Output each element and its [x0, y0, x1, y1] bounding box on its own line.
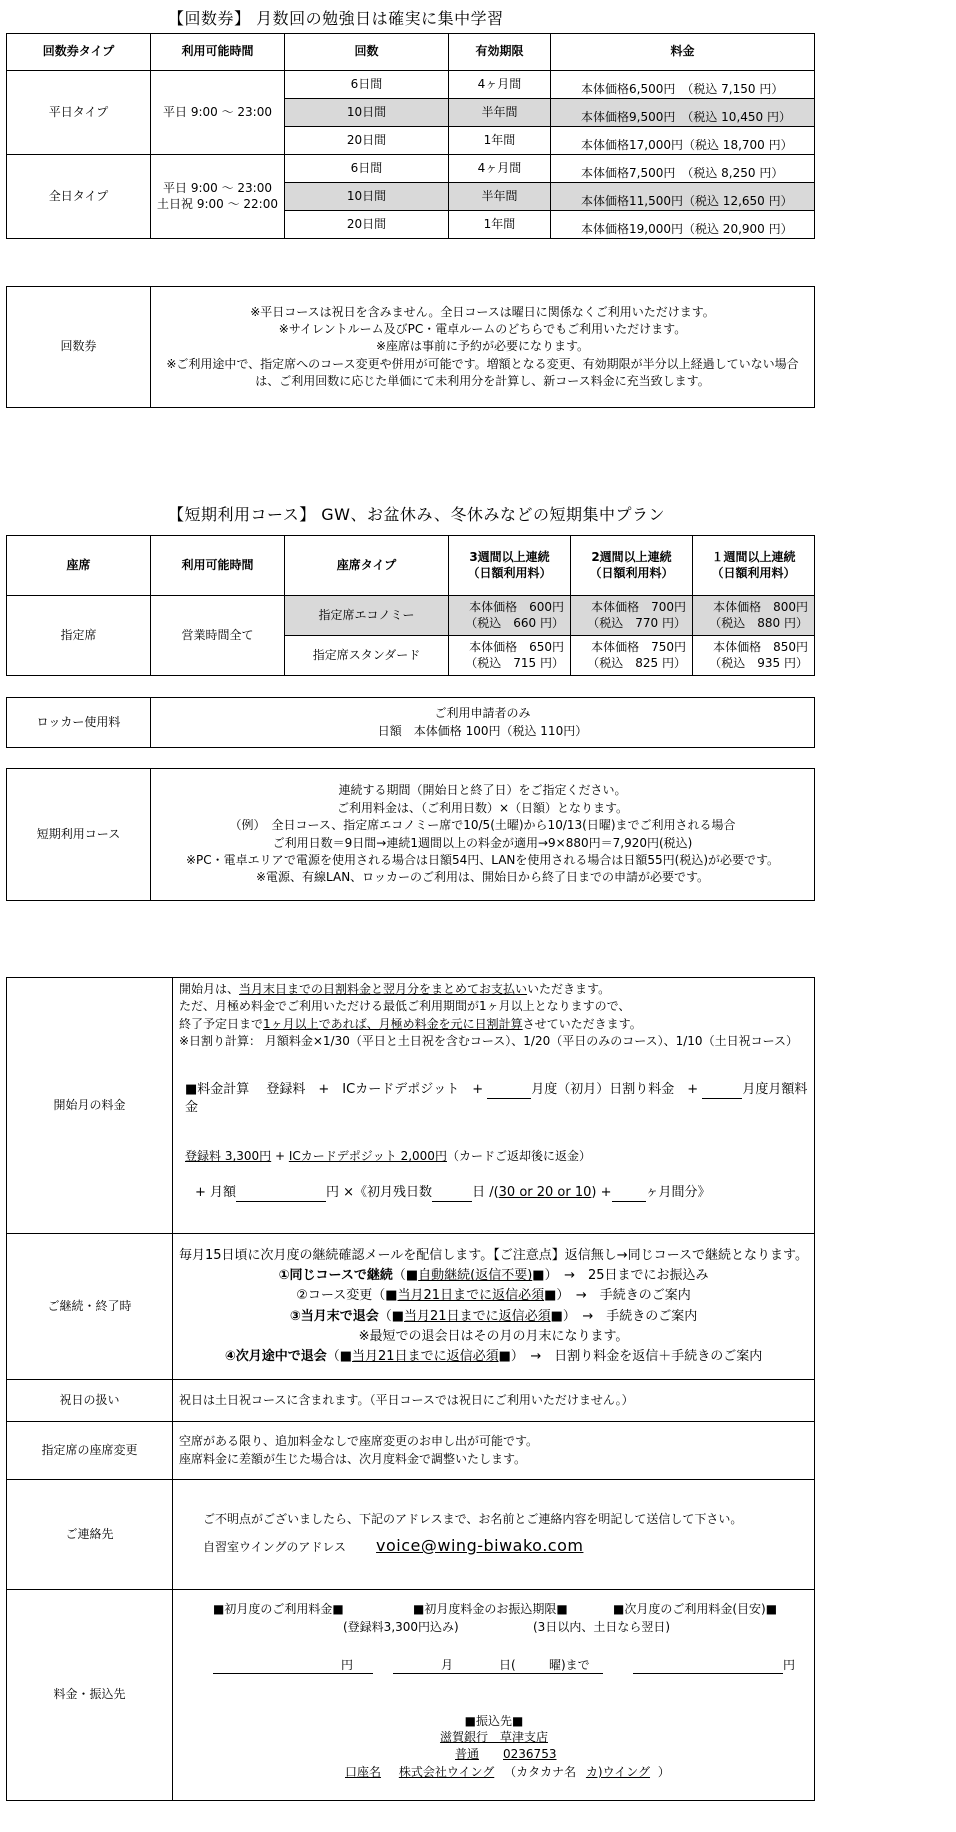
locker-table — [6, 697, 815, 748]
short-price: 本体価格 650円 — [469, 639, 564, 654]
short-price-tax: （税込 935 円） — [709, 655, 808, 670]
coupon-count: 6日間 — [285, 155, 449, 183]
bank-holder-name: 株式会社ウイング — [398, 1765, 495, 1779]
holiday-label: 祝日の扱い — [7, 1380, 173, 1422]
short-notes — [151, 769, 815, 901]
holiday-text: 祝日は土日祝コースに含まれます。（平日コースでは祝日にご利用いただけません。） — [173, 1380, 815, 1422]
coupon-note-line: ※平日コースは祝日を含みません。全日コースは曜日に関係なくご利用いただけます。 — [250, 304, 715, 319]
start-text: いただきます。 — [527, 982, 611, 996]
months-blank — [612, 1187, 646, 1202]
short-price-cell — [571, 636, 693, 676]
pay-yen: 円 — [783, 1658, 796, 1672]
short-price: 本体価格 750円 — [591, 639, 686, 654]
cont-option: ②コース変更 — [296, 1288, 373, 1304]
calc-blank — [702, 1084, 742, 1099]
pay-next-amount-blank — [633, 1658, 783, 1674]
calc-text: 月度月額料金 — [185, 1081, 808, 1116]
seat-change-line: 空席がある限り、追加料金なしで座席変更のお申し出が可能です。 — [179, 1434, 539, 1449]
bank-katakana-name: カ)ウイング — [585, 1765, 651, 1779]
coupon-period: 1年間 — [449, 127, 551, 155]
coupon-note-line: ※サイレントルーム及びPC・電卓ルームのどちらでもご利用いただけます。 — [278, 321, 687, 336]
coupon-time-line: 土日祝 9:00 ～ 22:00 — [157, 196, 278, 211]
short-seat-type: 指定席エコノミー — [285, 596, 449, 636]
payment-content — [173, 1590, 815, 1801]
divisor-options: 30 or 20 or 10 — [498, 1184, 592, 1200]
short-price-tax: （税込 770 円） — [587, 615, 686, 630]
contact-line: ご不明点がございましたら、下記のアドレスまで、お名前とご連絡内容を明記して送信して下さい。 — [203, 1511, 743, 1526]
cont-condition: 当月21日までに返信必須 — [404, 1308, 551, 1324]
short-note-line: ※PC・電卓エリアで電源を使用される場合は日額54円、LANを使用される場合は日額55円(税込)が必要です。 — [185, 852, 780, 867]
coupon-notes-label: 回数券 — [7, 287, 151, 408]
coupon-price: 本体価格7,500円 （税込 8,250 円） — [551, 155, 815, 183]
start-text: 開始月は、 — [179, 982, 240, 996]
pay-head-next: ■次月度のご利用料金(目安)■ — [613, 1602, 778, 1616]
cont-option: ③当月末で退会 — [289, 1308, 379, 1324]
short-header-3w: 3週間以上連続 （日額利用料） — [449, 536, 571, 596]
pay-weekday: 曜)まで — [549, 1658, 590, 1672]
short-header-1w: １週間以上連続 （日額利用料） — [693, 536, 815, 596]
monthly-text: ) + — [591, 1184, 612, 1200]
coupon-period: 半年間 — [449, 183, 551, 211]
pay-sub-deadline: (3日以内、土日なら翌日) — [533, 1620, 670, 1634]
bank-katakana-label: （カタカナ名 — [504, 1765, 577, 1779]
short-header-type: 座席タイプ — [285, 536, 449, 596]
pay-head-deadline: ■初月度料金のお振込期限■ — [413, 1602, 568, 1616]
coupon-period: 1年間 — [449, 211, 551, 239]
cont-condition: 当月21日までに返信必須 — [397, 1288, 545, 1304]
cont-text: ■） → 手続きのご案内 — [544, 1288, 691, 1304]
coupon-header-price: 料金 — [551, 34, 815, 71]
cont-text: （■ — [378, 1308, 405, 1324]
calc-blank — [487, 1084, 531, 1099]
short-price-cell — [449, 636, 571, 676]
coupon-header-type: 回数券タイプ — [7, 34, 151, 71]
cont-text: （■ — [326, 1348, 353, 1364]
monthly-blank — [236, 1187, 326, 1202]
coupon-header-time: 利用可能時間 — [151, 34, 285, 71]
short-seat-type: 指定席スタンダード — [285, 636, 449, 676]
short-price-cell — [693, 596, 815, 636]
cont-text: （■ — [372, 1288, 398, 1304]
coupon-notes-table — [6, 286, 815, 408]
short-price-cell — [449, 596, 571, 636]
coupon-header-period: 有効期限 — [449, 34, 551, 71]
bank-account-number: 0236753 — [503, 1747, 557, 1761]
coupon-title: 【回数券】 月数回の勉強日は確実に集中学習 — [168, 9, 504, 28]
coupon-price: 本体価格6,500円 （税込 7,150 円） — [551, 71, 815, 99]
short-note-line: （例） 全日コース、指定席エコノミー席で10/5(土曜)から10/13(日曜)までご利用される場合 — [229, 818, 736, 833]
pay-month: 月 — [441, 1658, 454, 1672]
short-price: 本体価格 700円 — [591, 599, 686, 614]
cont-text: ■） → 手続きのご案内 — [550, 1308, 698, 1324]
locker-label: ロッカー使用料 — [7, 698, 151, 748]
start-text: ただ、月極め料金でご利用いただける最低ご利用期間が1ヶ月以上となりますので、 — [179, 999, 631, 1014]
payment-label: 料金・振込先 — [7, 1590, 173, 1801]
cont-option: ④次月途中で退会 — [224, 1348, 327, 1364]
short-price-tax: （税込 715 円） — [465, 655, 564, 670]
monthly-text: + 月額 — [195, 1184, 237, 1200]
cont-line: 毎月15日頃に次月度の継続確認メールを配信します。【ご注意点】返信無し→同じコースで継続となります。 — [179, 1248, 808, 1264]
seat-change-line: 座席料金に差額が生じた場合は、次月度料金で調整いたします。 — [179, 1451, 527, 1466]
bank-header: ■振込先■ — [464, 1714, 524, 1728]
short-price-tax: （税込 660 円） — [465, 615, 564, 630]
fee-plus: + — [271, 1149, 289, 1164]
coupon-price: 本体価格9,500円 （税込 10,450 円） — [551, 99, 815, 127]
coupon-count: 20日間 — [285, 211, 449, 239]
coupon-period: 半年間 — [449, 99, 551, 127]
fee-note: （カードご返却後に返金） — [446, 1149, 591, 1164]
locker-line: 日額 本体価格 100円（税込 110円） — [377, 723, 588, 738]
bank-katakana-close: ） — [657, 1765, 670, 1779]
short-seat: 指定席 — [7, 596, 151, 676]
pay-yen: 円 — [341, 1658, 354, 1672]
short-table — [6, 535, 815, 676]
coupon-period: 4ヶ月間 — [449, 155, 551, 183]
short-notes-label: 短期利用コース — [7, 769, 151, 901]
bank-name: 滋賀銀行 草津支店 — [439, 1730, 548, 1744]
coupon-price: 本体価格19,000円（税込 20,900 円） — [551, 211, 815, 239]
start-text-underline: 当月末日までの日割料金と翌月分をまとめてお支払い — [239, 982, 528, 996]
cont-text: ■） → 25日までにお振込み — [532, 1268, 709, 1284]
short-price: 本体価格 850円 — [713, 639, 808, 654]
bank-account-type: 普通 — [455, 1747, 480, 1761]
fee-deposit: ICカードデポジット 2,000円 — [288, 1149, 447, 1164]
calc-text: ■料金計算 登録料 + ICカードデポジット + — [185, 1081, 484, 1097]
short-time: 営業時間全て — [151, 596, 285, 676]
short-price-cell — [693, 636, 815, 676]
start-text: 終了予定日まで — [179, 1016, 264, 1031]
contact-address-label: 自習室ウイングのアドレス — [203, 1539, 347, 1554]
cont-option: ①同じコースで継続 — [278, 1268, 393, 1284]
start-content — [173, 978, 815, 1234]
monthly-text: ヶ月間分》 — [645, 1184, 711, 1200]
coupon-count: 20日間 — [285, 127, 449, 155]
cont-condition: 自動継続(返信不要) — [418, 1268, 533, 1284]
coupon-period: 4ヶ月間 — [449, 71, 551, 99]
coupon-header-count: 回数 — [285, 34, 449, 71]
coupon-time-line: 平日 9:00 ～ 23:00 — [163, 180, 272, 195]
locker-info — [151, 698, 815, 748]
seat-change-label: 指定席の座席変更 — [7, 1422, 173, 1480]
coupon-count: 6日間 — [285, 71, 449, 99]
seat-change-content — [173, 1422, 815, 1480]
short-price: 本体価格 600円 — [469, 599, 564, 614]
short-price-tax: （税込 880 円） — [709, 615, 808, 630]
contact-label: ご連絡先 — [7, 1480, 173, 1590]
cont-label: ご継続・終了時 — [7, 1234, 173, 1380]
coupon-count: 10日間 — [285, 183, 449, 211]
monthly-text: 円 ×《初月残日数 — [326, 1184, 433, 1200]
coupon-type-name: 全日タイプ — [7, 155, 151, 239]
pay-day: 日( — [499, 1658, 516, 1672]
start-text-underline: 1ヶ月以上であれば、月極め料金を元に日割計算 — [263, 1016, 523, 1031]
calc-text: 月度（初月）日割り料金 + — [531, 1081, 699, 1097]
coupon-table — [6, 33, 815, 239]
coupon-price: 本体価格11,500円（税込 12,650 円） — [551, 183, 815, 211]
coupon-type-time — [151, 155, 285, 239]
contact-email-link[interactable]: voice@wing-biwako.com — [376, 1535, 584, 1555]
fee-registration: 登録料 3,300円 — [185, 1149, 272, 1164]
short-notes-table — [6, 768, 815, 901]
coupon-type-time: 平日 9:00 ～ 23:00 — [151, 71, 285, 155]
cont-content — [173, 1234, 815, 1380]
coupon-note-line: ※座席は事前に予約が必要になります。 — [375, 339, 590, 354]
coupon-price: 本体価格17,000円（税込 18,700 円） — [551, 127, 815, 155]
short-price: 本体価格 800円 — [713, 599, 808, 614]
short-header-2w: 2週間以上連続 （日額利用料） — [571, 536, 693, 596]
short-title: 【短期利用コース】 GW、お盆休み、冬休みなどの短期集中プラン — [168, 505, 665, 524]
monthly-text: 日 /( — [472, 1184, 499, 1200]
coupon-note-line: は、ご利用回数に応じた単価にて未利用分を計算し、新コース料金に充当致します。 — [255, 374, 710, 389]
cont-condition: 当月21日までに返信必須 — [352, 1348, 499, 1364]
short-note-line: ご利用日数＝9日間→連続1週間以上の料金が適用→9×880円＝7,920円(税込) — [272, 835, 693, 850]
cont-text: ■） → 日割り料金を返信＋手続きのご案内 — [498, 1348, 763, 1364]
pay-sub-first: (登録料3,300円込み) — [343, 1620, 459, 1634]
contact-content — [173, 1480, 815, 1590]
bank-holder — [345, 1765, 670, 1781]
locker-line: ご利用申請者のみ — [434, 706, 531, 721]
start-text: させていただきます。 — [522, 1016, 642, 1031]
coupon-notes — [151, 287, 815, 408]
short-price-cell — [571, 596, 693, 636]
cont-line: ※最短での退会日はその月の月末になります。 — [358, 1328, 629, 1344]
short-header-time: 利用可能時間 — [151, 536, 285, 596]
pay-head-first: ■初月度のご利用料金■ — [213, 1602, 344, 1616]
cont-text: （■ — [392, 1268, 419, 1284]
short-note-line: ※電源、有線LAN、ロッカーのご利用は、開始日から終了日までの申請が必要です。 — [255, 870, 709, 885]
start-label: 開始月の料金 — [7, 978, 173, 1234]
bank-holder-label: 口座名 — [345, 1765, 382, 1779]
coupon-note-line: ※ご利用途中で、指定席へのコース変更や併用が可能です。増額となる変更、有効期限が半分以上経過していない場合 — [166, 356, 799, 371]
short-note-line: ご利用料金は、（ご利用日数）×（日額）となります。 — [336, 800, 629, 815]
coupon-count: 10日間 — [285, 99, 449, 127]
info-table — [6, 977, 815, 1801]
short-header-seat: 座席 — [7, 536, 151, 596]
short-price-tax: （税込 825 円） — [587, 655, 686, 670]
start-text: ※日割り計算： 月額料金×1/30（平日と土日祝を含むコース）、1/20（平日のみのコース）、1/10（土日祝コース） — [179, 1034, 798, 1049]
days-blank — [432, 1187, 472, 1202]
short-note-line: 連続する期間（開始日と終了日）をご指定ください。 — [338, 783, 627, 798]
coupon-type-name: 平日タイプ — [7, 71, 151, 155]
